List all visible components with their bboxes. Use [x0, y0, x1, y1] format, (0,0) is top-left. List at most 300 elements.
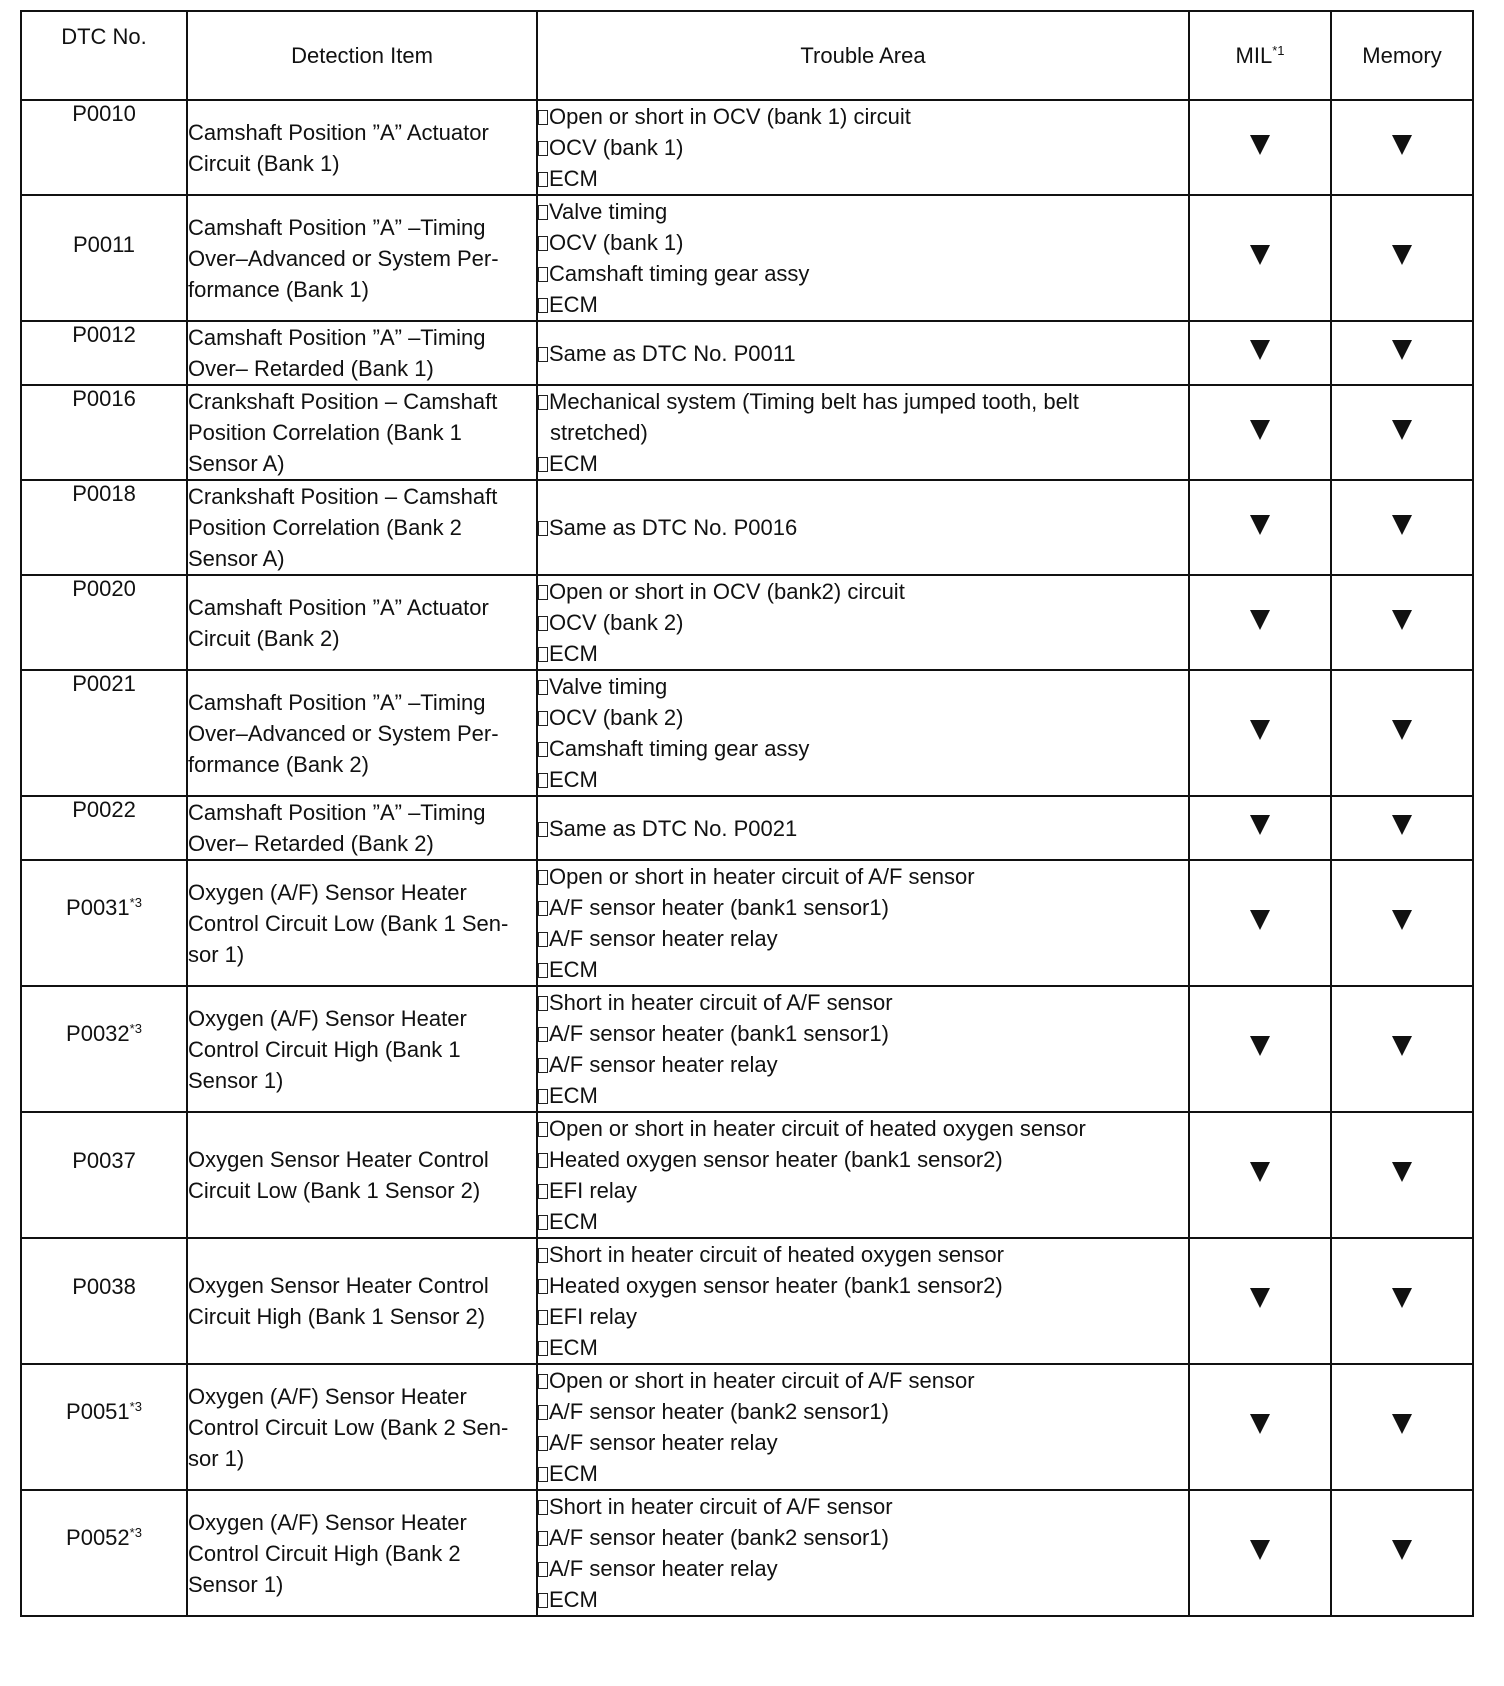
- trouble-area-cell: [537, 1112, 1189, 1238]
- detection-item-cell: [187, 100, 537, 195]
- detection-item-line: Camshaft Position ”A” –Timing: [188, 214, 486, 240]
- detection-item-cell: [187, 321, 537, 385]
- memory-on-triangle-icon: [1392, 1162, 1412, 1182]
- table-row: [21, 860, 1473, 986]
- checkbox-bullet-icon: [538, 1310, 548, 1325]
- memory-cell: [1331, 986, 1473, 1112]
- mil-cell: [1189, 575, 1331, 670]
- memory-cell: [1331, 480, 1473, 575]
- mil-on-triangle-icon: [1250, 1414, 1270, 1434]
- trouble-area-line: [538, 987, 1188, 1018]
- mil-on-triangle-icon: [1250, 1036, 1270, 1056]
- trouble-area-text: ECM: [549, 957, 598, 982]
- detection-item-line: Control Circuit Low (Bank 2 Sen-: [188, 1414, 509, 1440]
- detection-item-line: Control Circuit High (Bank 2: [188, 1540, 461, 1566]
- detection-item-line: Circuit Low (Bank 1 Sensor 2): [188, 1178, 481, 1203]
- dtc-footnote: *3: [129, 895, 142, 910]
- detection-item-cell: [187, 1490, 537, 1616]
- header-memory: Memory: [1331, 11, 1473, 100]
- detection-item-line: sor 1): [188, 1445, 245, 1471]
- trouble-area-cell: [537, 986, 1189, 1112]
- trouble-area-line: [538, 733, 1188, 764]
- dtc-code-cell: [21, 1490, 187, 1616]
- mil-on-triangle-icon: [1250, 420, 1270, 440]
- checkbox-bullet-icon: [538, 267, 548, 282]
- trouble-area-line: [538, 448, 1188, 479]
- trouble-area-line: [538, 512, 1188, 543]
- checkbox-bullet-icon: [538, 901, 548, 916]
- trouble-area-cell: [537, 575, 1189, 670]
- table-row: [21, 1364, 1473, 1490]
- memory-cell: [1331, 385, 1473, 480]
- header-mil-footnote: *1: [1272, 42, 1285, 58]
- trouble-area-text: ECM: [549, 1335, 598, 1360]
- trouble-area-text: Same as DTC No. P0016: [549, 515, 798, 540]
- checkbox-bullet-icon: [538, 141, 548, 156]
- mil-on-triangle-icon: [1250, 1288, 1270, 1308]
- memory-cell: [1331, 860, 1473, 986]
- mil-cell: [1189, 1238, 1331, 1364]
- detection-item-line: Circuit (Bank 1): [188, 150, 340, 176]
- memory-cell: [1331, 796, 1473, 860]
- detection-item-line: Position Correlation (Bank 2: [188, 515, 462, 540]
- checkbox-bullet-icon: [538, 110, 548, 125]
- detection-item-line: Camshaft Position ”A” –Timing: [188, 325, 486, 350]
- memory-on-triangle-icon: [1392, 1414, 1412, 1434]
- dtc-code: P0010: [72, 101, 136, 126]
- detection-item-line: Sensor A): [188, 546, 285, 571]
- memory-cell: [1331, 321, 1473, 385]
- checkbox-bullet-icon: [538, 1089, 548, 1104]
- dtc-code: P0052: [66, 1525, 130, 1550]
- trouble-area-text: ECM: [549, 767, 598, 792]
- trouble-area-line: [538, 923, 1188, 954]
- checkbox-bullet-icon: [538, 347, 548, 362]
- detection-item-line: Position Correlation (Bank 1: [188, 420, 462, 445]
- trouble-area-text: A/F sensor heater (bank1 sensor1): [549, 1021, 889, 1046]
- checkbox-bullet-icon: [538, 236, 548, 251]
- trouble-area-text: Mechanical system (Timing belt has jumped tooth, belt: [549, 389, 1079, 414]
- checkbox-bullet-icon: [538, 1153, 548, 1168]
- memory-cell: [1331, 100, 1473, 195]
- trouble-area-text: Heated oxygen sensor heater (bank1 sensor2): [549, 1147, 1003, 1172]
- trouble-area-text: Open or short in heater circuit of A/F sensor: [549, 1368, 975, 1393]
- detection-item-cell: [187, 670, 537, 796]
- checkbox-bullet-icon: [538, 1215, 548, 1230]
- checkbox-bullet-icon: [538, 742, 548, 757]
- trouble-area-text: A/F sensor heater relay: [549, 1556, 778, 1581]
- detection-item-line: Over– Retarded (Bank 1): [188, 356, 434, 381]
- detection-item-line: Oxygen (A/F) Sensor Heater: [188, 1509, 467, 1535]
- table-row: [21, 796, 1473, 860]
- checkbox-bullet-icon: [538, 996, 548, 1011]
- trouble-area-cell: [537, 100, 1189, 195]
- header-dtc-no: DTC No.: [21, 11, 187, 100]
- dtc-code-cell: [21, 100, 187, 195]
- trouble-area-cell: [537, 385, 1189, 480]
- trouble-area-line: [538, 1491, 1188, 1522]
- mil-cell: [1189, 1364, 1331, 1490]
- trouble-area-line: [538, 163, 1188, 194]
- trouble-area-text: A/F sensor heater (bank2 sensor1): [549, 1525, 889, 1550]
- trouble-area-line: [538, 1584, 1188, 1615]
- checkbox-bullet-icon: [538, 1341, 548, 1356]
- checkbox-bullet-icon: [538, 1184, 548, 1199]
- memory-on-triangle-icon: [1392, 610, 1412, 630]
- dtc-code-cell: [21, 1238, 187, 1364]
- checkbox-bullet-icon: [538, 616, 548, 631]
- trouble-area-cell: [537, 796, 1189, 860]
- dtc-footnote: *3: [129, 1399, 142, 1414]
- mil-on-triangle-icon: [1250, 1540, 1270, 1560]
- trouble-area-line: [538, 1270, 1188, 1301]
- detection-item-line: Over–Advanced or System Per-: [188, 245, 499, 271]
- table-row: [21, 1112, 1473, 1238]
- trouble-area-line: [538, 764, 1188, 795]
- checkbox-bullet-icon: [538, 172, 548, 187]
- trouble-area-line: [538, 702, 1188, 733]
- mil-on-triangle-icon: [1250, 910, 1270, 930]
- dtc-code-cell: [21, 796, 187, 860]
- mil-cell: [1189, 480, 1331, 575]
- table-row: [21, 100, 1473, 195]
- trouble-area-line: [538, 1365, 1188, 1396]
- memory-cell: [1331, 1490, 1473, 1616]
- trouble-area-text: Valve timing: [549, 674, 668, 699]
- trouble-area-line: [538, 1206, 1188, 1237]
- trouble-area-line: [538, 954, 1188, 985]
- trouble-area-text: Same as DTC No. P0011: [549, 340, 796, 366]
- detection-item-line: formance (Bank 2): [188, 751, 369, 777]
- trouble-area-text: ECM: [549, 1083, 598, 1108]
- trouble-area-text: A/F sensor heater relay: [549, 926, 778, 951]
- mil-on-triangle-icon: [1250, 815, 1270, 835]
- trouble-area-text: ECM: [549, 166, 598, 191]
- mil-cell: [1189, 986, 1331, 1112]
- detection-item-line: Over– Retarded (Bank 2): [188, 831, 434, 856]
- memory-on-triangle-icon: [1392, 815, 1412, 835]
- trouble-area-line: [538, 607, 1188, 638]
- checkbox-bullet-icon: [538, 205, 548, 220]
- detection-item-cell: [187, 195, 537, 321]
- checkbox-bullet-icon: [538, 1058, 548, 1073]
- trouble-area-text: Open or short in OCV (bank2) circuit: [549, 579, 905, 604]
- trouble-area-cell: [537, 860, 1189, 986]
- mil-on-triangle-icon: [1250, 340, 1270, 360]
- trouble-area-text: ECM: [549, 641, 598, 666]
- dtc-code-cell: [21, 1364, 187, 1490]
- trouble-area-text: Short in heater circuit of A/F sensor: [549, 1494, 893, 1519]
- memory-on-triangle-icon: [1392, 420, 1412, 440]
- memory-on-triangle-icon: [1392, 1036, 1412, 1056]
- mil-cell: [1189, 670, 1331, 796]
- trouble-area-text: Open or short in heater circuit of A/F sensor: [549, 864, 975, 889]
- memory-on-triangle-icon: [1392, 910, 1412, 930]
- checkbox-bullet-icon: [538, 1593, 548, 1608]
- mil-cell: [1189, 321, 1331, 385]
- trouble-area-cell: [537, 1490, 1189, 1616]
- dtc-code: P0032: [66, 1021, 130, 1046]
- trouble-area-line: [538, 1301, 1188, 1332]
- dtc-code-cell: [21, 321, 187, 385]
- trouble-area-line: [538, 861, 1188, 892]
- trouble-area-cell: [537, 321, 1189, 385]
- checkbox-bullet-icon: [538, 395, 548, 410]
- trouble-area-line: [538, 892, 1188, 923]
- detection-item-cell: [187, 860, 537, 986]
- dtc-footnote: *3: [129, 1525, 142, 1540]
- memory-cell: [1331, 670, 1473, 796]
- trouble-area-text: Short in heater circuit of A/F sensor: [549, 990, 893, 1015]
- checkbox-bullet-icon: [538, 521, 548, 536]
- table-body: [21, 100, 1473, 1616]
- table-row: [21, 670, 1473, 796]
- checkbox-bullet-icon: [538, 1027, 548, 1042]
- dtc-table: [20, 10, 1474, 1617]
- trouble-area-line: [538, 258, 1188, 289]
- table-row: [21, 986, 1473, 1112]
- trouble-area-text: OCV (bank 1): [549, 230, 684, 255]
- trouble-area-line: [538, 1396, 1188, 1427]
- detection-item-line: Oxygen (A/F) Sensor Heater: [188, 1005, 467, 1031]
- checkbox-bullet-icon: [538, 773, 548, 788]
- trouble-area-text: ECM: [549, 451, 598, 476]
- detection-item-line: Control Circuit Low (Bank 1 Sen-: [188, 910, 509, 936]
- dtc-code-cell: [21, 195, 187, 321]
- header-mil-label: MIL: [1235, 42, 1273, 68]
- checkbox-bullet-icon: [538, 680, 548, 695]
- trouble-area-line: [538, 1175, 1188, 1206]
- mil-on-triangle-icon: [1250, 515, 1270, 535]
- trouble-area-text: Camshaft timing gear assy: [549, 736, 810, 761]
- trouble-area-line: [538, 671, 1188, 702]
- detection-item-cell: [187, 1364, 537, 1490]
- trouble-area-line: [538, 101, 1188, 132]
- trouble-area-line: [538, 1239, 1188, 1270]
- trouble-area-line: [538, 417, 1188, 448]
- trouble-area-cell: [537, 1364, 1189, 1490]
- trouble-area-text: Camshaft timing gear assy: [549, 261, 810, 286]
- trouble-area-text: A/F sensor heater (bank2 sensor1): [549, 1399, 889, 1424]
- table-row: [21, 575, 1473, 670]
- memory-on-triangle-icon: [1392, 340, 1412, 360]
- memory-cell: [1331, 575, 1473, 670]
- detection-item-cell: [187, 480, 537, 575]
- trouble-area-cell: [537, 195, 1189, 321]
- dtc-code: P0021: [72, 671, 136, 696]
- detection-item-line: Camshaft Position ”A” Actuator: [188, 594, 489, 620]
- trouble-area-text: ECM: [549, 292, 598, 317]
- checkbox-bullet-icon: [538, 1562, 548, 1577]
- detection-item-line: Camshaft Position ”A” Actuator: [188, 119, 489, 145]
- checkbox-bullet-icon: [538, 1405, 548, 1420]
- trouble-area-line: [538, 196, 1188, 227]
- trouble-area-text: ECM: [549, 1209, 598, 1234]
- mil-cell: [1189, 100, 1331, 195]
- dtc-code: P0016: [72, 386, 136, 411]
- trouble-area-text: OCV (bank 1): [549, 135, 684, 160]
- detection-item-cell: [187, 986, 537, 1112]
- trouble-area-text: Heated oxygen sensor heater (bank1 sensor2): [549, 1273, 1003, 1298]
- dtc-code: P0011: [73, 232, 135, 257]
- checkbox-bullet-icon: [538, 647, 548, 662]
- memory-cell: [1331, 195, 1473, 321]
- dtc-code: P0038: [72, 1274, 136, 1299]
- checkbox-bullet-icon: [538, 1531, 548, 1546]
- dtc-code: P0012: [72, 322, 136, 347]
- checkbox-bullet-icon: [538, 963, 548, 978]
- checkbox-bullet-icon: [538, 1436, 548, 1451]
- trouble-area-text: A/F sensor heater relay: [549, 1052, 778, 1077]
- detection-item-line: Oxygen (A/F) Sensor Heater: [188, 1383, 467, 1409]
- trouble-area-text: A/F sensor heater relay: [549, 1430, 778, 1455]
- memory-on-triangle-icon: [1392, 245, 1412, 265]
- trouble-area-text: Short in heater circuit of heated oxygen sensor: [549, 1242, 1004, 1267]
- detection-item-line: Sensor 1): [188, 1067, 284, 1093]
- trouble-area-line: [538, 1018, 1188, 1049]
- trouble-area-text: A/F sensor heater (bank1 sensor1): [549, 895, 889, 920]
- trouble-area-line: [538, 1113, 1188, 1144]
- checkbox-bullet-icon: [538, 457, 548, 472]
- mil-cell: [1189, 796, 1331, 860]
- trouble-area-line: [538, 638, 1188, 669]
- trouble-area-text: stretched): [550, 420, 648, 445]
- trouble-area-line: [538, 1427, 1188, 1458]
- detection-item-line: Crankshaft Position – Camshaft: [188, 389, 498, 414]
- mil-cell: [1189, 1112, 1331, 1238]
- detection-item-line: Control Circuit High (Bank 1: [188, 1036, 461, 1062]
- memory-cell: [1331, 1112, 1473, 1238]
- detection-item-line: Over–Advanced or System Per-: [188, 720, 499, 746]
- checkbox-bullet-icon: [538, 1122, 548, 1137]
- trouble-area-text: EFI relay: [549, 1304, 638, 1329]
- memory-cell: [1331, 1364, 1473, 1490]
- dtc-footnote: *3: [129, 1021, 142, 1036]
- table-row: [21, 1490, 1473, 1616]
- dtc-code: P0031: [66, 895, 130, 920]
- mil-on-triangle-icon: [1250, 610, 1270, 630]
- detection-item-line: Sensor 1): [188, 1571, 284, 1597]
- trouble-area-text: Open or short in heater circuit of heated oxygen sensor: [549, 1116, 1086, 1141]
- trouble-area-line: [538, 132, 1188, 163]
- dtc-code: P0051: [66, 1399, 130, 1424]
- trouble-area-line: [538, 386, 1188, 417]
- mil-cell: [1189, 860, 1331, 986]
- mil-cell: [1189, 195, 1331, 321]
- checkbox-bullet-icon: [538, 585, 548, 600]
- memory-on-triangle-icon: [1392, 1288, 1412, 1308]
- trouble-area-line: [538, 289, 1188, 320]
- trouble-area-text: Same as DTC No. P0021: [549, 815, 798, 841]
- trouble-area-line: [538, 1522, 1188, 1553]
- mil-on-triangle-icon: [1250, 135, 1270, 155]
- table-row: [21, 480, 1473, 575]
- trouble-area-text: Open or short in OCV (bank 1) circuit: [549, 104, 911, 129]
- trouble-area-line: [538, 813, 1188, 844]
- trouble-area-cell: [537, 670, 1189, 796]
- trouble-area-text: Valve timing: [549, 199, 668, 224]
- mil-cell: [1189, 385, 1331, 480]
- checkbox-bullet-icon: [538, 932, 548, 947]
- header-mil: [1189, 11, 1331, 100]
- mil-on-triangle-icon: [1250, 1162, 1270, 1182]
- memory-on-triangle-icon: [1392, 515, 1412, 535]
- detection-item-line: Oxygen Sensor Heater Control: [188, 1147, 489, 1172]
- dtc-code: P0037: [72, 1148, 136, 1173]
- trouble-area-text: OCV (bank 2): [549, 705, 684, 730]
- checkbox-bullet-icon: [538, 870, 548, 885]
- checkbox-bullet-icon: [538, 822, 548, 837]
- dtc-code-cell: [21, 670, 187, 796]
- dtc-code: P0020: [72, 576, 136, 601]
- checkbox-bullet-icon: [538, 1467, 548, 1482]
- trouble-area-line: [538, 338, 1188, 369]
- trouble-area-line: [538, 227, 1188, 258]
- mil-cell: [1189, 1490, 1331, 1616]
- dtc-code: P0022: [72, 797, 136, 822]
- trouble-area-text: EFI relay: [549, 1178, 638, 1203]
- table-row: [21, 1238, 1473, 1364]
- trouble-area-line: [538, 1553, 1188, 1584]
- table-row: [21, 195, 1473, 321]
- detection-item-cell: [187, 575, 537, 670]
- detection-item-cell: [187, 796, 537, 860]
- table-row: [21, 321, 1473, 385]
- detection-item-line: sor 1): [188, 941, 245, 967]
- trouble-area-line: [538, 1458, 1188, 1489]
- checkbox-bullet-icon: [538, 1500, 548, 1515]
- dtc-code-cell: [21, 1112, 187, 1238]
- detection-item-cell: [187, 385, 537, 480]
- trouble-area-line: [538, 576, 1188, 607]
- detection-item-line: Circuit High (Bank 1 Sensor 2): [188, 1304, 486, 1329]
- header-trouble-area: Trouble Area: [537, 11, 1189, 100]
- dtc-code-cell: [21, 480, 187, 575]
- detection-item-line: formance (Bank 1): [188, 276, 369, 302]
- detection-item-line: Oxygen (A/F) Sensor Heater: [188, 879, 467, 905]
- detection-item-line: Oxygen Sensor Heater Control: [188, 1273, 489, 1298]
- detection-item-line: Camshaft Position ”A” –Timing: [188, 800, 486, 825]
- memory-on-triangle-icon: [1392, 135, 1412, 155]
- mil-on-triangle-icon: [1250, 245, 1270, 265]
- detection-item-line: Sensor A): [188, 451, 285, 476]
- detection-item-cell: [187, 1238, 537, 1364]
- trouble-area-cell: [537, 1238, 1189, 1364]
- trouble-area-line: [538, 1144, 1188, 1175]
- table-header-row: [21, 11, 1473, 100]
- memory-on-triangle-icon: [1392, 720, 1412, 740]
- checkbox-bullet-icon: [538, 298, 548, 313]
- detection-item-line: Camshaft Position ”A” –Timing: [188, 689, 486, 715]
- dtc-code: P0018: [72, 481, 136, 506]
- header-detection-item: Detection Item: [187, 11, 537, 100]
- dtc-code-cell: [21, 860, 187, 986]
- table-row: [21, 385, 1473, 480]
- dtc-code-cell: [21, 385, 187, 480]
- trouble-area-text: OCV (bank 2): [549, 610, 684, 635]
- trouble-area-cell: [537, 480, 1189, 575]
- detection-item-cell: [187, 1112, 537, 1238]
- checkbox-bullet-icon: [538, 1248, 548, 1263]
- dtc-code-cell: [21, 575, 187, 670]
- detection-item-line: Crankshaft Position – Camshaft: [188, 484, 498, 509]
- memory-cell: [1331, 1238, 1473, 1364]
- trouble-area-text: ECM: [549, 1587, 598, 1612]
- trouble-area-line: [538, 1080, 1188, 1111]
- checkbox-bullet-icon: [538, 711, 548, 726]
- trouble-area-text: ECM: [549, 1461, 598, 1486]
- memory-on-triangle-icon: [1392, 1540, 1412, 1560]
